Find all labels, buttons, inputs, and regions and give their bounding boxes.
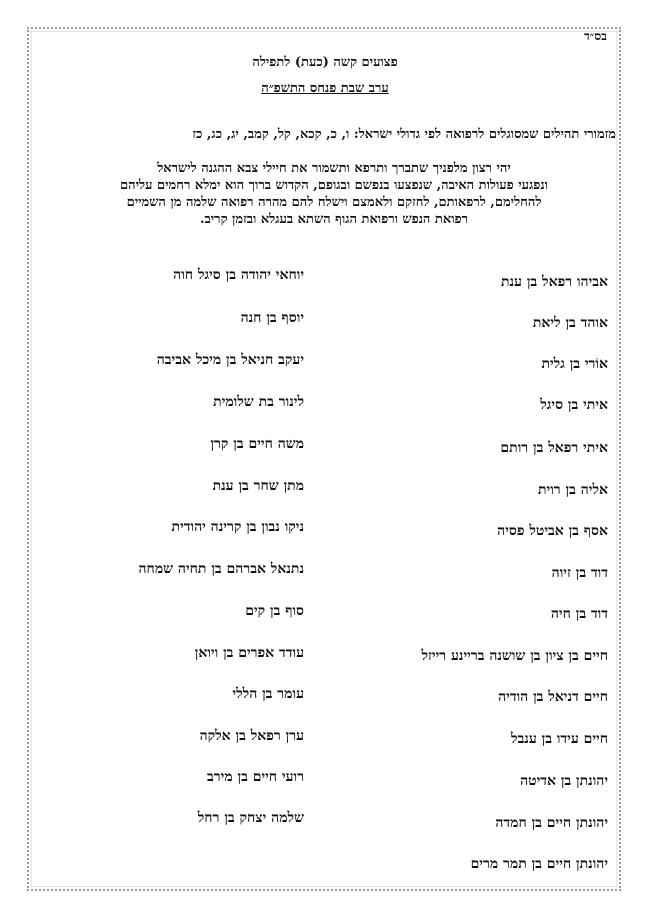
name-item: אביהו רפאל בן ענת [500, 274, 608, 290]
name-item: דוד בן זיוה [551, 565, 608, 581]
name-item: רועי חיים בן מירב [207, 769, 304, 785]
name-item: יהונתן חיים בן חמדה [495, 815, 608, 831]
name-item: מתן שחר בן ענת [212, 478, 304, 494]
name-item: שלמה יצחק בן רחל [197, 810, 304, 826]
name-item: ערן רפאל בן אלקה [199, 728, 304, 744]
name-item: עודד אפרים בן ויואן [194, 645, 304, 661]
name-item: חיים עידו בן ענבל [511, 731, 608, 747]
name-item: איתי רפאל בן רותם [500, 440, 608, 456]
page-subtitle: ערב שבת פנחס התשפ״ה [261, 81, 389, 96]
name-item: אוֹרי בן גלית [541, 356, 608, 372]
prayer-line: רפואת הנפש ורפואת הגוף השתא בעגלא ובזמן קריב. [199, 212, 468, 227]
name-item: יהונתן חיים בן תמר מרים [470, 856, 608, 872]
prayer-line: ונפגעי פעולות האיבה, שנפצעו בנפשם ובגופם, הקדוש ברוך הוא ימלא רחמים עליהם [120, 178, 548, 193]
psalms-line: מזמורי תהילים שמסוגלים לרפואה לפי גדולי ישראל: ו, כ, קכא, קל, קמב, יג, כג, כז [192, 127, 616, 142]
name-item: סוף בן קים [245, 603, 304, 619]
name-item: אסף בן אביטל פסיה [497, 523, 608, 539]
name-item: אוהד בן ליאת [532, 315, 608, 331]
prayer-line: יהי רצון מלפניך שתברך ותרפא ותשמור את חיילי צבא ההגנה לישראל [157, 161, 511, 176]
name-item: יעקב חניאל בן מיכל אביבה [156, 352, 304, 368]
name-item: יהונתן בן אדיטה [520, 773, 608, 789]
name-item: אליה בן רוית [538, 482, 608, 498]
page-title: פצועים קשה (כעת) לתפילה [252, 55, 398, 70]
name-item: ניקו נבון בן קרינה יהודית [171, 519, 304, 535]
name-item: עומר בן הללי [232, 686, 304, 702]
name-item: חיים בן ציון בן שושנה בריינע רייזל [421, 648, 608, 664]
name-item: יוסף בן חנה [240, 310, 304, 326]
prayer-line: להחלימם, לרפאותם, לחזקם ולאמצם וישלח להם מהרה רפואה שלמה מן השמיים [126, 195, 542, 210]
name-item: יוחאי יהודה בן סיגל חוה [173, 267, 304, 283]
prayer-text [64, 160, 604, 228]
name-item: נתנאל אברהם בן תחיה שמחה [138, 561, 304, 577]
name-item: חיים דניאל בן הודיה [498, 689, 608, 705]
name-item: דוד בן חיה [550, 606, 608, 622]
name-item: משה חיים בן קרן [210, 436, 304, 452]
bsd-mark: בס״ד [584, 29, 607, 43]
name-item: איתי בן סיגל [540, 397, 608, 413]
name-item: לינור בת שלומית [213, 394, 304, 410]
